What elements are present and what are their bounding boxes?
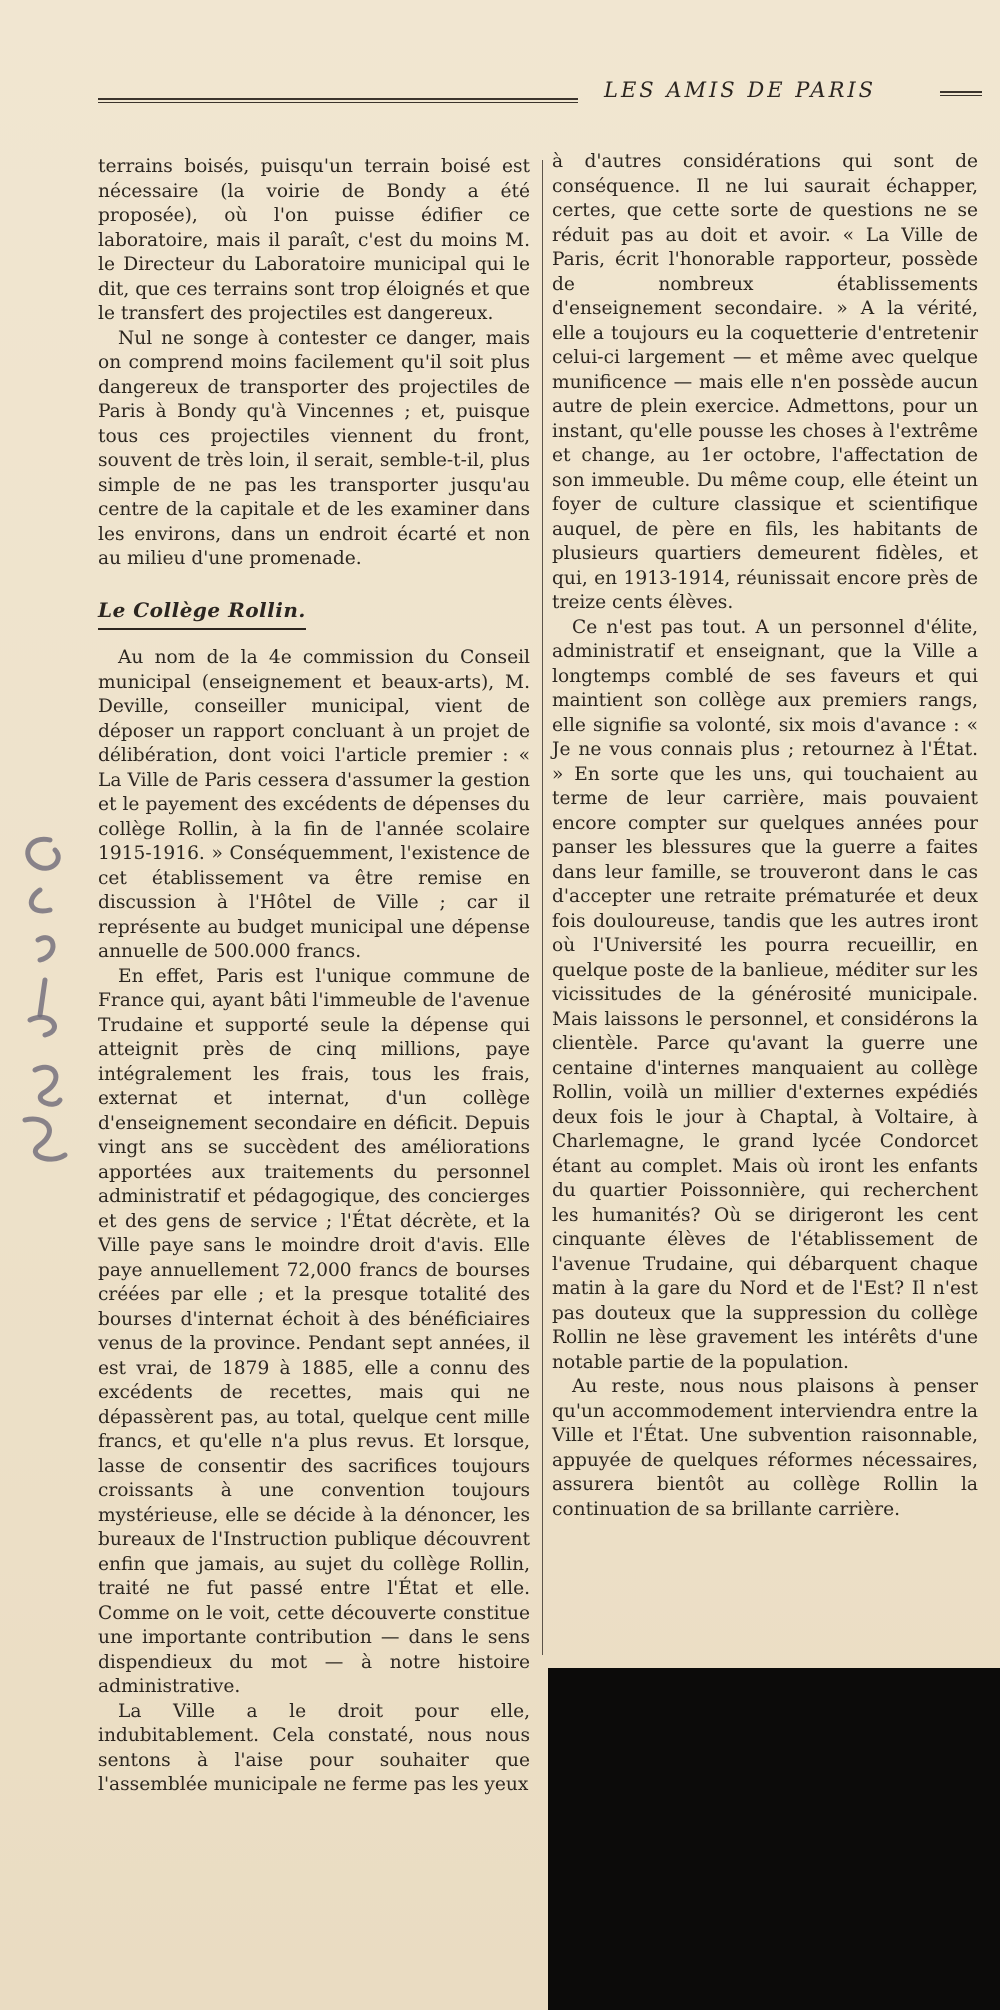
right-paragraph-3: Au reste, nous nous plaisons à penser qu'un accommodement interviendra entre la Ville et l'État. Une subvention raisonnable, appuyée de quelques réformes nécessaires, assurera bientôt au collège Rollin la continuation de sa brillante carrière. [552, 1376, 978, 1520]
header-rule-left [98, 98, 578, 103]
left-paragraph-5: La Ville a le droit pour elle, indubitablement. Cela constaté, nous nous sentons à l'aise pour souhaiter que l'assemblée municipale ne ferme pas les yeux [98, 1700, 530, 1795]
left-paragraph-2: Nul ne songe à contester ce danger, mais on comprend moins facilement qu'il soit plus dangereux de transporter des projectiles de Paris à Bondy qu'à Vincennes ; et, puisque tous ces projectiles viennent du front, souvent de très loin, il serait, semble-t-il, plus simple de ne pas les transporter jusqu'au centre de la capitale et de les examiner dans les environs, dans un endroit écarté et non au milieu d'une promenade. [98, 327, 530, 569]
running-header-title: LES AMIS DE PARIS [604, 78, 877, 102]
section-heading-wrap [98, 572, 530, 631]
left-paragraph-1: terrains boisés, puisqu'un terrain boisé est nécessaire (la voirie de Bondy a été proposée), où l'on puisse édifier ce laboratoire, mais il paraît, c'est du moins M. le Directeur du Laboratoire municipal qui le dit, que ces terrains sont trop éloignés et que le transfert des projectiles est dangereux. [98, 156, 530, 324]
section-heading: Le Collège Rollin. [98, 598, 306, 631]
scan-black-area [548, 1668, 1000, 2010]
header-rule-right [940, 91, 982, 96]
right-column [552, 150, 978, 1522]
left-paragraph-4: En effet, Paris est l'unique commune de France qui, ayant bâti l'immeuble de l'avenue Trudaine et supporté seule la dépense qui atteignit près de cinq millions, paye intégralement les frais, tous les frais, externat et internat, d'un collège d'enseignement secondaire en déficit. Depuis vingt ans se succèdent des améliorations apportées aux traitements du personnel administratif et pédagogique, des concierges et des gens de service ; l'État décrète, et la Ville paye sans le moindre droit d'avis. Elle paye annuellement 72,000 francs de bourses créées par elle ; et la presque totalité des bourses d'internat échoit à des bénéficiaires venus de la province. Pendant sept années, il est vrai, de 1879 à 1885, elle a connu des excédents de recettes, mais qui ne dépassèrent pas, au total, quelque cent mille francs, et qu'elle n'a plus revus. Et lorsque, lasse de consentir des sacrifices toujours croissants à une convention toujours mystérieuse, elle se décide à la dénoncer, les bureaux de l'Instruction publique découvrent enfin que jamais, au sujet du collège Rollin, traité ne fut passé entre l'État et elle. Comme on le voit, cette découverte constitue une importante contribution — dans le sens dispendieux du mot — à notre histoire administrative. [98, 965, 530, 1697]
right-paragraph-1: à d'autres considérations qui sont de conséquence. Il ne lui saurait échapper, certes, que cette sorte de questions ne se réduit pas au doit et avoir. « La Ville de Paris, écrit l'honorable rapporteur, possède de nombreux établissements d'enseignement secondaire. » A la vérité, elle a toujours eu la coquetterie d'entretenir celui-ci largement — et même avec quelque munificence — mais elle n'en possède aucun autre de plein exercice. Admettons, pour un instant, qu'elle pousse les choses à l'extrême et change, au 1er octobre, l'affectation de son immeuble. Du même coup, elle éteint un foyer de culture classique et scientifique auquel, de père en fils, les habitants de plusieurs quartiers demeurent fidèles, et qui, en 1913-1914, réunissait encore près de treize cents élèves. [552, 151, 978, 613]
column-divider [542, 160, 543, 1655]
left-column [98, 155, 530, 1798]
left-paragraph-3: Au nom de la 4e commission du Conseil municipal (enseignement et beaux-arts), M. Deville, conseiller municipal, vient de déposer un rapport concluant à un projet de délibération, dont voici l'article premier : « La Ville de Paris cessera d'assumer la gestion et le payement des excédents de dépenses du collège Rollin, à la fin de l'année scolaire 1915-1916. » Conséquemment, l'existence de cet établissement va être remise en discussion à l'Hôtel de Ville ; car il représente au budget municipal une dépense annuelle de 500.000 francs. [98, 647, 530, 962]
right-paragraph-2: Ce n'est pas tout. A un personnel d'élite, administratif et enseignant, que la Ville a longtemps comblé de ses faveurs et qui maintient son collège aux premiers rangs, elle signifie sa volonté, six mois d'avance : « Je ne vous connais plus ; retournez à l'État. » En sorte que les uns, qui touchaient au terme de leur carrière, mais pouvaient encore compter sur quelques années pour panser les blessures que la guerre a faites dans leur famille, se trouveront dans le cas d'accepter une retraite prématurée et deux fois douloureuse, tandis que les autres iront où l'Université les pourra recueillir, en quelque poste de la banlieue, méditer sur les vicissitudes de la générosité municipale. Mais laissons le personnel, et considérons la clientèle. Parce qu'avant la guerre une centaine d'internes manquaient au collège Rollin, voilà un millier d'externes expédiés deux fois le jour à Chaptal, à Voltaire, à Charlemagne, le grand lycée Condorcet étant au complet. Mais où iront les enfants du quartier Poissonnière, qui recherchent les humanités? Où se dirigeront les cent cinquante élèves de l'établissement de l'avenue Trudaine, qui débarquent chaque matin à la gare du Nord et de l'Est? Il n'est pas douteux que la suppression du collège Rollin ne lèse gravement les intérêts d'une notable partie de la population. [552, 616, 978, 1373]
handwritten-margin-note [10, 830, 80, 1190]
